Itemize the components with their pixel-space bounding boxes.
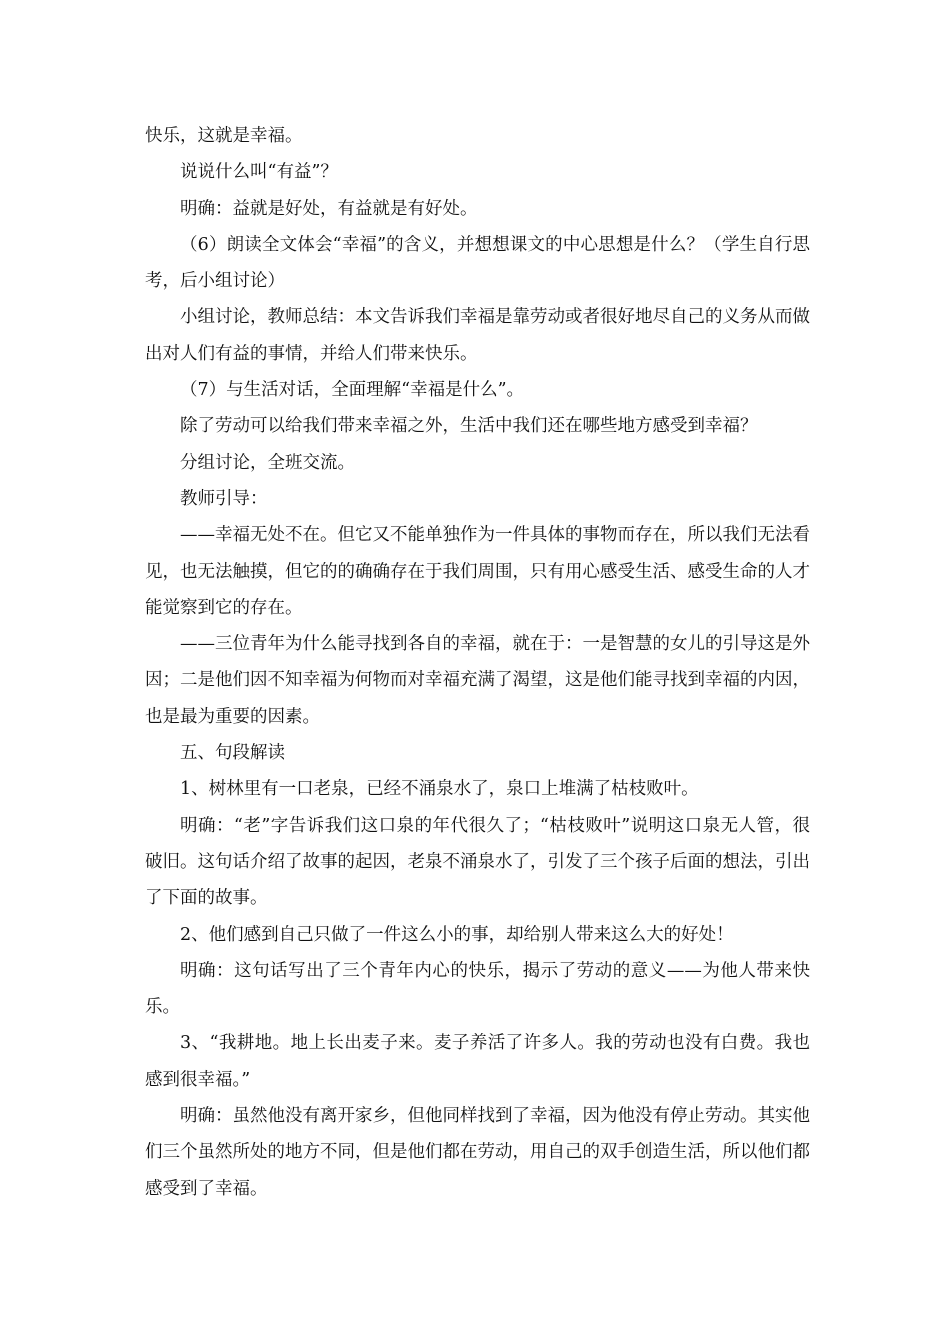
paragraph: 除了劳动可以给我们带来幸福之外，生活中我们还在哪些地方感受到幸福？ [180, 416, 758, 437]
paragraph: 明确：虽然他没有离开家乡，但他同样找到了幸福，因为他没有停止劳动。其实他们三个虽然所处的地方不同，但是他们都在劳动，用自己的双手创造生活，所以他们都感受到了幸福。 [145, 1106, 810, 1199]
paragraph: （6）朗读全文体会“幸福”的含义，并想想课文的中心思想是什么？（学生自行思考，后小组讨论） [145, 234, 810, 292]
paragraph: 分组讨论，全班交流。 [180, 452, 355, 473]
paragraph: 小组讨论，教师总结：本文告诉我们幸福是靠劳动或者很好地尽自己的义务从而做出对人们有益的事情，并给人们带来快乐。 [145, 307, 810, 364]
paragraph: 明确：益就是好处，有益就是有好处。 [180, 198, 478, 219]
paragraph: 快乐，这就是幸福。 [145, 126, 303, 146]
section-heading: 五、句段解读 [180, 743, 285, 764]
paragraph: 明确：这句话写出了三个青年内心的快乐，揭示了劳动的意义——为他人带来快乐。 [145, 960, 810, 1018]
paragraph: ——三位青年为什么能寻找到各自的幸福，就在于：一是智慧的女儿的引导这是外因；二是他们因不知幸福为何物而对幸福充满了渴望，这是他们能寻找到幸福的内因，也是最为重要的因素。 [145, 634, 810, 727]
paragraph: 说说什么叫“有益”？ [180, 162, 338, 183]
paragraph: 2、他们感到自己只做了一件这么小的事，却给别人带来这么大的好处！ [180, 924, 734, 945]
paragraph: （7）与生活对话，全面理解“幸福是什么”。 [180, 380, 525, 401]
paragraph: 教师引导： [180, 488, 268, 509]
document-body [145, 118, 810, 1207]
paragraph: ——幸福无处不在。但它又不能单独作为一件具体的事物而存在，所以我们无法看见，也无法触摸，但它的的确确存在于我们周围，只有用心感受生活、感受生命的人才能觉察到它的存在。 [145, 525, 810, 618]
paragraph: 1、树林里有一口老泉，已经不涌泉水了，泉口上堆满了枯枝败叶。 [180, 779, 699, 800]
paragraph: 明确：“老”字告诉我们这口泉的年代很久了；“枯枝败叶”说明这口泉无人管，很破旧。这句话介绍了故事的起因，老泉不涌泉水了，引发了三个孩子后面的想法，引出了下面的故事。 [145, 815, 810, 909]
paragraph: 3、“我耕地。地上长出麦子来。麦子养活了许多人。我的劳动也没有白费。我也感到很幸福。” [145, 1033, 810, 1090]
